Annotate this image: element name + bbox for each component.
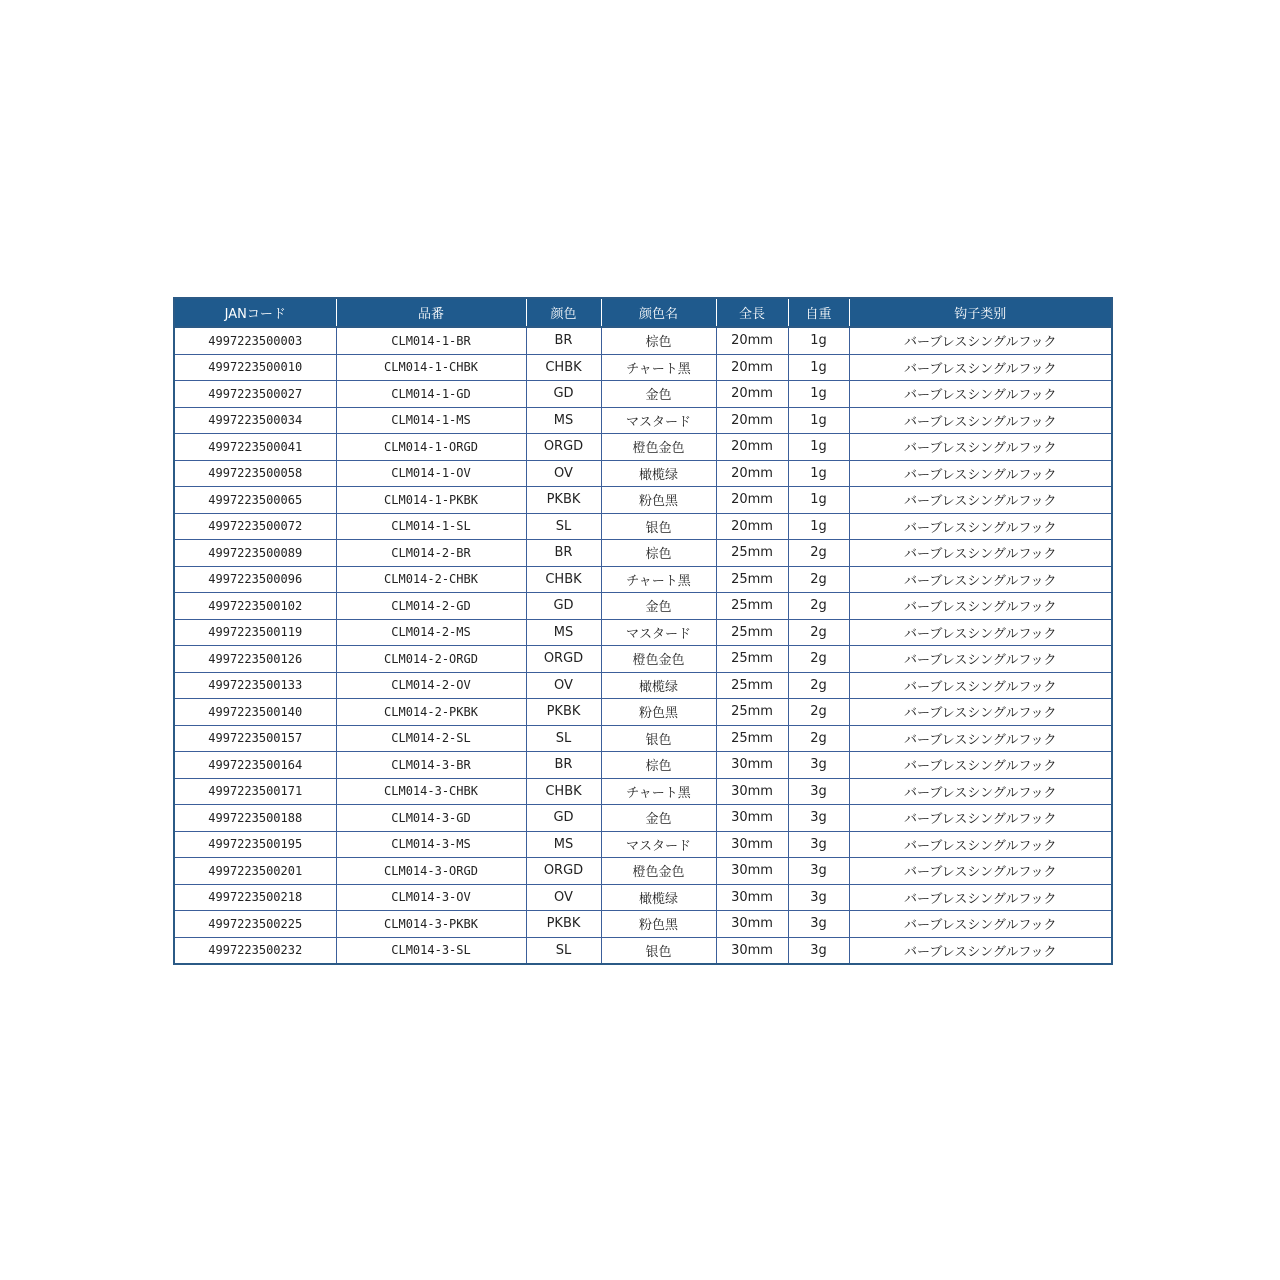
cell-hook-type: バーブレスシングルフック (849, 487, 1112, 514)
table-row (174, 646, 1112, 673)
cell-hook-type: バーブレスシングルフック (849, 831, 1112, 858)
cell-part-number: CLM014-1-MS (336, 407, 526, 434)
cell-length: 25mm (716, 540, 788, 567)
cell-color-name: 银色 (601, 937, 716, 964)
cell-color-name: 棕色 (601, 327, 716, 354)
cell-color-name: 棕色 (601, 752, 716, 779)
cell-color-code: MS (526, 831, 601, 858)
cell-color-name: 橙色金色 (601, 434, 716, 461)
cell-color-code: OV (526, 672, 601, 699)
cell-jan-code: 4997223500218 (174, 884, 336, 911)
cell-color-code: PKBK (526, 487, 601, 514)
cell-jan-code: 4997223500041 (174, 434, 336, 461)
cell-jan-code: 4997223500126 (174, 646, 336, 673)
table-row (174, 831, 1112, 858)
table-row (174, 513, 1112, 540)
cell-hook-type: バーブレスシングルフック (849, 752, 1112, 779)
cell-weight: 2g (788, 672, 849, 699)
cell-hook-type: バーブレスシングルフック (849, 593, 1112, 620)
cell-jan-code: 4997223500133 (174, 672, 336, 699)
cell-color-code: GD (526, 593, 601, 620)
cell-jan-code: 4997223500164 (174, 752, 336, 779)
cell-color-code: CHBK (526, 566, 601, 593)
cell-hook-type: バーブレスシングルフック (849, 858, 1112, 885)
table-row (174, 699, 1112, 726)
table-row (174, 858, 1112, 885)
cell-jan-code: 4997223500089 (174, 540, 336, 567)
cell-weight: 1g (788, 487, 849, 514)
cell-color-code: OV (526, 460, 601, 487)
cell-length: 30mm (716, 911, 788, 938)
cell-weight: 3g (788, 884, 849, 911)
cell-jan-code: 4997223500140 (174, 699, 336, 726)
cell-hook-type: バーブレスシングルフック (849, 699, 1112, 726)
table-row (174, 487, 1112, 514)
product-spec-table (173, 297, 1113, 965)
table-row (174, 327, 1112, 354)
cell-color-code: SL (526, 513, 601, 540)
table-row (174, 752, 1112, 779)
cell-hook-type: バーブレスシングルフック (849, 460, 1112, 487)
table-row (174, 540, 1112, 567)
header-color-code: 颜色 (526, 298, 601, 327)
cell-hook-type: バーブレスシングルフック (849, 566, 1112, 593)
cell-weight: 1g (788, 513, 849, 540)
cell-jan-code: 4997223500096 (174, 566, 336, 593)
cell-length: 20mm (716, 407, 788, 434)
cell-hook-type: バーブレスシングルフック (849, 513, 1112, 540)
cell-hook-type: バーブレスシングルフック (849, 778, 1112, 805)
product-spec-table-container (173, 297, 1111, 965)
cell-weight: 2g (788, 699, 849, 726)
cell-jan-code: 4997223500225 (174, 911, 336, 938)
cell-color-name: 银色 (601, 725, 716, 752)
cell-color-name: 银色 (601, 513, 716, 540)
cell-weight: 2g (788, 540, 849, 567)
cell-length: 20mm (716, 434, 788, 461)
cell-part-number: CLM014-2-SL (336, 725, 526, 752)
cell-jan-code: 4997223500188 (174, 805, 336, 832)
cell-color-code: ORGD (526, 858, 601, 885)
cell-part-number: CLM014-1-GD (336, 381, 526, 408)
header-row (174, 298, 1112, 327)
cell-jan-code: 4997223500232 (174, 937, 336, 964)
cell-length: 25mm (716, 619, 788, 646)
cell-color-code: PKBK (526, 699, 601, 726)
table-row (174, 672, 1112, 699)
cell-color-name: チャート黑 (601, 566, 716, 593)
cell-jan-code: 4997223500102 (174, 593, 336, 620)
table-row (174, 407, 1112, 434)
cell-jan-code: 4997223500065 (174, 487, 336, 514)
cell-part-number: CLM014-3-PKBK (336, 911, 526, 938)
cell-color-name: 橄榄绿 (601, 460, 716, 487)
cell-color-name: 粉色黑 (601, 699, 716, 726)
cell-weight: 3g (788, 805, 849, 832)
cell-part-number: CLM014-3-GD (336, 805, 526, 832)
cell-color-name: 金色 (601, 593, 716, 620)
cell-color-code: CHBK (526, 354, 601, 381)
cell-length: 25mm (716, 699, 788, 726)
table-row (174, 778, 1112, 805)
cell-hook-type: バーブレスシングルフック (849, 911, 1112, 938)
cell-hook-type: バーブレスシングルフック (849, 725, 1112, 752)
cell-hook-type: バーブレスシングルフック (849, 619, 1112, 646)
table-row (174, 354, 1112, 381)
cell-length: 30mm (716, 884, 788, 911)
table-row (174, 805, 1112, 832)
table-row (174, 593, 1112, 620)
cell-weight: 2g (788, 593, 849, 620)
cell-color-code: GD (526, 805, 601, 832)
cell-weight: 3g (788, 858, 849, 885)
cell-color-name: 橙色金色 (601, 858, 716, 885)
cell-color-name: マスタード (601, 407, 716, 434)
cell-part-number: CLM014-2-GD (336, 593, 526, 620)
cell-part-number: CLM014-1-SL (336, 513, 526, 540)
cell-weight: 2g (788, 725, 849, 752)
cell-color-code: BR (526, 540, 601, 567)
cell-hook-type: バーブレスシングルフック (849, 407, 1112, 434)
cell-color-name: マスタード (601, 831, 716, 858)
cell-part-number: CLM014-3-MS (336, 831, 526, 858)
cell-length: 30mm (716, 805, 788, 832)
table-row (174, 381, 1112, 408)
cell-color-code: GD (526, 381, 601, 408)
table-body (174, 327, 1112, 964)
header-jan-code: JANコード (174, 298, 336, 327)
cell-color-code: MS (526, 619, 601, 646)
cell-weight: 2g (788, 619, 849, 646)
header-length: 全長 (716, 298, 788, 327)
table-row (174, 619, 1112, 646)
cell-length: 20mm (716, 381, 788, 408)
cell-hook-type: バーブレスシングルフック (849, 937, 1112, 964)
cell-color-code: BR (526, 752, 601, 779)
cell-jan-code: 4997223500201 (174, 858, 336, 885)
cell-color-name: 棕色 (601, 540, 716, 567)
cell-part-number: CLM014-3-CHBK (336, 778, 526, 805)
cell-weight: 1g (788, 354, 849, 381)
cell-weight: 1g (788, 327, 849, 354)
cell-hook-type: バーブレスシングルフック (849, 381, 1112, 408)
cell-length: 25mm (716, 725, 788, 752)
cell-color-name: 橄榄绿 (601, 672, 716, 699)
cell-part-number: CLM014-1-CHBK (336, 354, 526, 381)
header-hook-type: 钩子类别 (849, 298, 1112, 327)
table-row (174, 725, 1112, 752)
cell-part-number: CLM014-2-PKBK (336, 699, 526, 726)
cell-color-name: 橙色金色 (601, 646, 716, 673)
cell-color-code: ORGD (526, 646, 601, 673)
cell-jan-code: 4997223500072 (174, 513, 336, 540)
cell-jan-code: 4997223500195 (174, 831, 336, 858)
header-part-number: 品番 (336, 298, 526, 327)
cell-weight: 3g (788, 937, 849, 964)
table-header (174, 298, 1112, 327)
cell-part-number: CLM014-3-ORGD (336, 858, 526, 885)
cell-length: 30mm (716, 831, 788, 858)
cell-part-number: CLM014-1-PKBK (336, 487, 526, 514)
table-row (174, 937, 1112, 964)
cell-weight: 3g (788, 831, 849, 858)
cell-weight: 1g (788, 460, 849, 487)
cell-part-number: CLM014-2-MS (336, 619, 526, 646)
cell-part-number: CLM014-1-ORGD (336, 434, 526, 461)
cell-hook-type: バーブレスシングルフック (849, 540, 1112, 567)
cell-length: 20mm (716, 487, 788, 514)
cell-jan-code: 4997223500034 (174, 407, 336, 434)
cell-length: 25mm (716, 672, 788, 699)
cell-color-name: 橄榄绿 (601, 884, 716, 911)
cell-part-number: CLM014-2-BR (336, 540, 526, 567)
cell-length: 20mm (716, 513, 788, 540)
cell-hook-type: バーブレスシングルフック (849, 884, 1112, 911)
cell-color-name: 金色 (601, 381, 716, 408)
cell-hook-type: バーブレスシングルフック (849, 327, 1112, 354)
header-weight: 自重 (788, 298, 849, 327)
cell-color-code: SL (526, 937, 601, 964)
cell-length: 20mm (716, 327, 788, 354)
cell-part-number: CLM014-2-OV (336, 672, 526, 699)
cell-length: 30mm (716, 858, 788, 885)
header-color-name: 颜色名 (601, 298, 716, 327)
cell-jan-code: 4997223500171 (174, 778, 336, 805)
table-row (174, 434, 1112, 461)
cell-jan-code: 4997223500027 (174, 381, 336, 408)
cell-length: 20mm (716, 354, 788, 381)
cell-length: 30mm (716, 778, 788, 805)
cell-color-name: チャート黑 (601, 354, 716, 381)
cell-color-code: SL (526, 725, 601, 752)
cell-weight: 1g (788, 407, 849, 434)
cell-color-code: MS (526, 407, 601, 434)
cell-jan-code: 4997223500003 (174, 327, 336, 354)
cell-length: 25mm (716, 566, 788, 593)
cell-hook-type: バーブレスシングルフック (849, 672, 1112, 699)
cell-color-name: 金色 (601, 805, 716, 832)
table-row (174, 911, 1112, 938)
cell-color-name: 粉色黑 (601, 911, 716, 938)
cell-part-number: CLM014-1-BR (336, 327, 526, 354)
cell-color-code: OV (526, 884, 601, 911)
cell-hook-type: バーブレスシングルフック (849, 805, 1112, 832)
cell-length: 25mm (716, 646, 788, 673)
cell-weight: 2g (788, 566, 849, 593)
cell-length: 30mm (716, 752, 788, 779)
cell-length: 25mm (716, 593, 788, 620)
cell-part-number: CLM014-3-OV (336, 884, 526, 911)
cell-color-name: マスタード (601, 619, 716, 646)
cell-part-number: CLM014-1-OV (336, 460, 526, 487)
table-row (174, 566, 1112, 593)
cell-part-number: CLM014-2-CHBK (336, 566, 526, 593)
cell-weight: 3g (788, 911, 849, 938)
cell-color-name: チャート黑 (601, 778, 716, 805)
cell-color-code: BR (526, 327, 601, 354)
cell-jan-code: 4997223500010 (174, 354, 336, 381)
cell-weight: 2g (788, 646, 849, 673)
cell-part-number: CLM014-3-BR (336, 752, 526, 779)
cell-jan-code: 4997223500119 (174, 619, 336, 646)
cell-weight: 1g (788, 434, 849, 461)
cell-part-number: CLM014-3-SL (336, 937, 526, 964)
cell-weight: 3g (788, 752, 849, 779)
cell-hook-type: バーブレスシングルフック (849, 354, 1112, 381)
cell-color-code: PKBK (526, 911, 601, 938)
cell-length: 30mm (716, 937, 788, 964)
table-row (174, 884, 1112, 911)
cell-hook-type: バーブレスシングルフック (849, 434, 1112, 461)
cell-color-code: CHBK (526, 778, 601, 805)
cell-jan-code: 4997223500157 (174, 725, 336, 752)
cell-weight: 1g (788, 381, 849, 408)
cell-length: 20mm (716, 460, 788, 487)
cell-color-code: ORGD (526, 434, 601, 461)
cell-color-name: 粉色黑 (601, 487, 716, 514)
cell-weight: 3g (788, 778, 849, 805)
cell-hook-type: バーブレスシングルフック (849, 646, 1112, 673)
cell-part-number: CLM014-2-ORGD (336, 646, 526, 673)
table-row (174, 460, 1112, 487)
cell-jan-code: 4997223500058 (174, 460, 336, 487)
